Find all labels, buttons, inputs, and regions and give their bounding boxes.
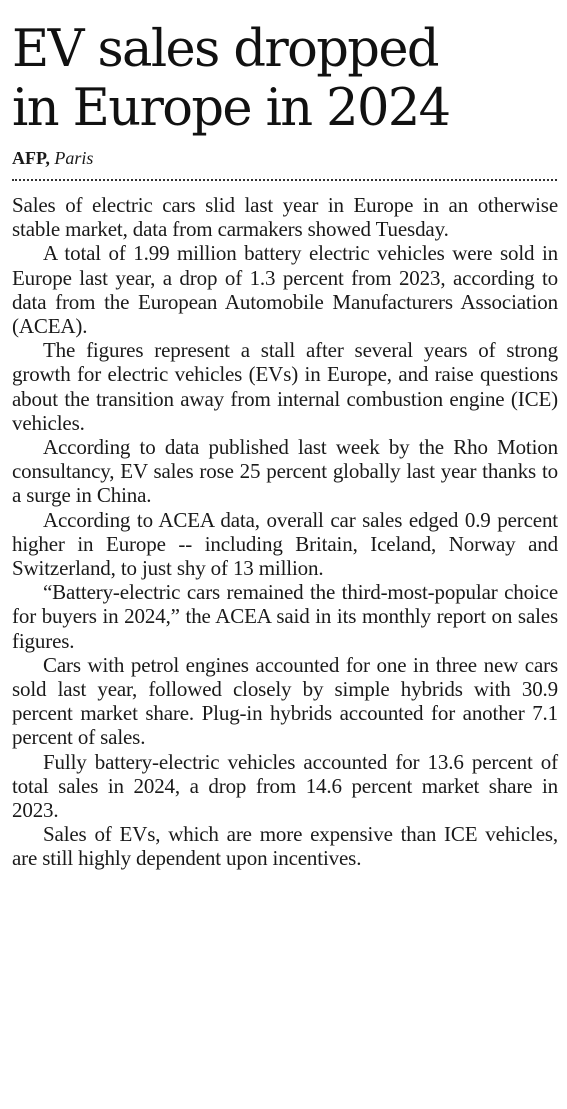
byline-agency: AFP, <box>12 148 50 168</box>
paragraph-4: According to data published last week by the Rho Motion consultancy, EV sales rose 25 percent globally last year thanks to a surge in China. <box>12 435 558 508</box>
paragraph-1: Sales of electric cars slid last year in Europe in an otherwise stable market, data from carmakers showed Tuesday. <box>12 193 558 242</box>
article-body <box>12 193 558 871</box>
byline-place: Paris <box>54 148 94 168</box>
headline <box>12 20 558 138</box>
news-article <box>12 0 558 871</box>
headline-line-1: EV sales dropped <box>12 20 438 79</box>
paragraph-9: Sales of EVs, which are more expensive than ICE vehicles, are still highly dependent upon incentives. <box>12 822 558 871</box>
paragraph-8: Fully battery-electric vehicles accounted for 13.6 percent of total sales in 2024, a drop from 14.6 percent market share in 2023. <box>12 749 558 823</box>
paragraph-6: “Battery-electric cars remained the third-most-popular choice for buyers in 2024,” the ACEA said in its monthly report on sales figures. <box>12 580 558 653</box>
paragraph-7: Cars with petrol engines accounted for one in three new cars sold last year, followed closely by simple hybrids with 30.9 percent market share. Plug-in hybrids accounted for another 7.1 percent of sales. <box>12 652 558 750</box>
paragraph-5: According to ACEA data, overall car sales edged 0.9 percent higher in Europe -- including Britain, Iceland, Norway and Switzerland, to just shy of 13 million. <box>12 507 558 581</box>
byline <box>12 147 558 169</box>
dotted-divider <box>12 179 557 181</box>
paragraph-3: The figures represent a stall after several years of strong growth for electric vehicles (EVs) in Europe, and raise questions about the transition away from internal combustion engine (ICE) vehicles. <box>12 338 558 435</box>
paragraph-2: A total of 1.99 million battery electric vehicles were sold in Europe last year, a drop of 1.3 percent from 2023, according to data from the European Automobile Manufacturers Association (ACEA). <box>12 241 558 339</box>
headline-line-2: in Europe in 2024 <box>12 79 450 138</box>
